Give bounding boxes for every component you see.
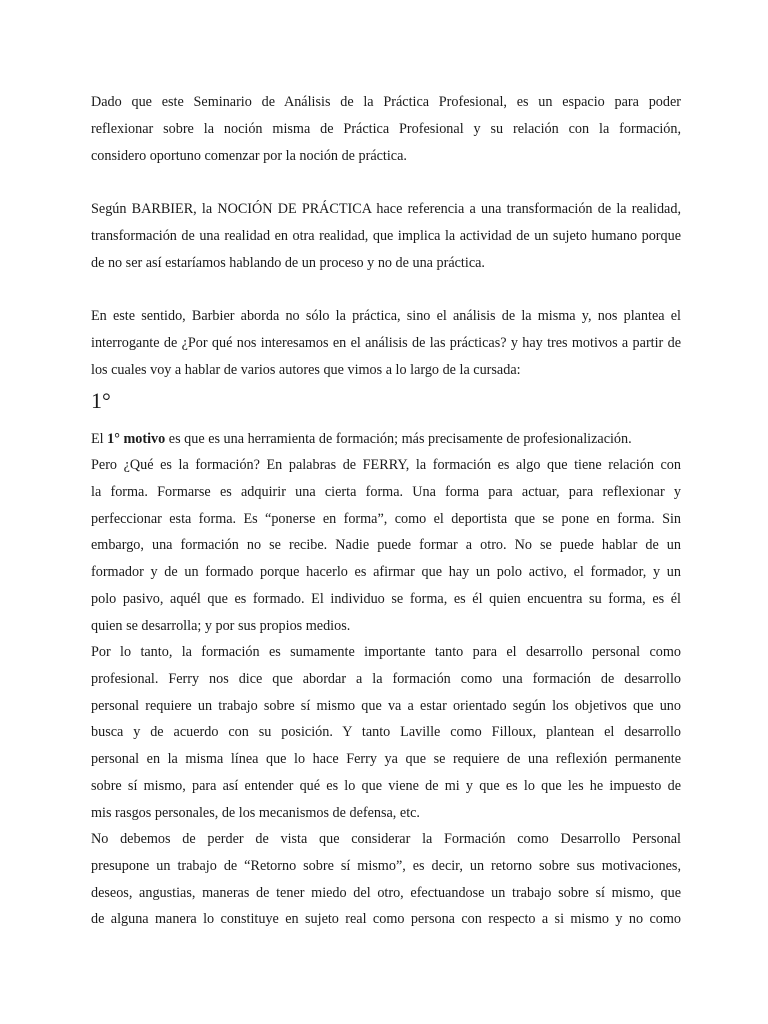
text-line: Dado que este Seminario de Análisis de la Práctica Profesional, es un espacio para poder (91, 94, 681, 110)
text-line: mis rasgos personales, de los mecanismos de defensa, etc. (91, 804, 420, 821)
text-rest: es que es una herramienta de formación; más precisamente de profesionalización. (165, 431, 632, 447)
text-line: considero oportuno comenzar por la noción de práctica. (91, 147, 407, 164)
paragraph-intro (91, 89, 681, 169)
paragraph-desarrollo (91, 639, 681, 827)
text-line: formador y de un formado porque hacerlo es afirmar que hay un polo activo, el formador, y un (91, 564, 681, 581)
text-line: la forma. Formarse es adquirir una cierta forma. Una forma para actuar, para reflexionar y (91, 483, 681, 500)
text-line: interrogante de ¿Por qué nos interesamos en el análisis de las prácticas? y hay tres motivos a partir de (91, 334, 681, 351)
text-line: Por lo tanto, la formación es sumamente importante tanto para el desarrollo personal como (91, 644, 681, 660)
text-line: busca y de acuerdo con su posición. Y tanto Laville como Filloux, plantean el desarrollo (91, 724, 681, 741)
paragraph-motivo (91, 426, 681, 453)
text-line: perfeccionar esta forma. Es “ponerse en forma”, como el deportista que se pone en forma. Sin (91, 510, 681, 527)
section-number: 1° (91, 388, 111, 413)
paragraph-retorno (91, 826, 681, 933)
text-line: de no ser así estaríamos hablando de un proceso y no de una práctica. (91, 254, 485, 271)
text-line: de alguna manera lo constituye en sujeto real como persona con respecto a si mismo y no como (91, 911, 681, 928)
paragraph-barbier (91, 196, 681, 276)
text-line: Según BARBIER, la NOCIÓN DE PRÁCTICA hace referencia a una transformación de la realidad, (91, 201, 681, 217)
text-line: quien se desarrolla; y por sus propios medios. (91, 617, 351, 634)
text-line: deseos, angustias, maneras de tener miedo del otro, efectuandose un trabajo sobre sí mismo, que (91, 884, 681, 901)
text-line: En este sentido, Barbier aborda no sólo la práctica, sino el análisis de la misma y, nos plantea el (91, 308, 681, 324)
text-line: No debemos de perder de vista que considerar la Formación como Desarrollo Personal (91, 831, 681, 847)
paragraph-ferry (91, 452, 681, 640)
text-line: personal en la misma línea que lo hace Ferry ya que se requiere de una reflexión permanente (91, 751, 681, 768)
text-line: polo pasivo, aquél que es formado. El individuo se forma, es él quien encuentra su forma, es él (91, 590, 681, 607)
text-line: los cuales voy a hablar de varios autores que vimos a lo largo de la cursada: (91, 361, 521, 378)
text-line: embargo, una formación no se recibe. Nadie puede formar a otro. No se puede hablar de un (91, 537, 681, 554)
text-line: reflexionar sobre la noción misma de Práctica Profesional y su relación con la formación, (91, 120, 681, 137)
paragraph-sentido (91, 303, 681, 383)
text-line: profesional. Ferry nos dice que abordar a la formación como una formación de desarrollo (91, 670, 681, 687)
text-line: presupone un trabajo de “Retorno sobre sí mismo”, es decir, un retorno sobre sus motivaciones, (91, 857, 681, 874)
text-line: sobre sí mismo, para así entender qué es lo que viene de mi y que es lo que les he impuesto de (91, 777, 681, 794)
text-prefix: El (91, 431, 108, 447)
bold-term: 1° motivo (107, 431, 166, 447)
text-line (91, 426, 681, 453)
text-line: personal requiere un trabajo sobre sí mismo que va a estar orientado según los objetivos que uno (91, 697, 681, 714)
text-line: Pero ¿Qué es la formación? En palabras de FERRY, la formación es algo que tiene relación con (91, 457, 681, 473)
text-line: transformación de una realidad en otra realidad, que implica la actividad de un sujeto humano porque (91, 227, 681, 244)
